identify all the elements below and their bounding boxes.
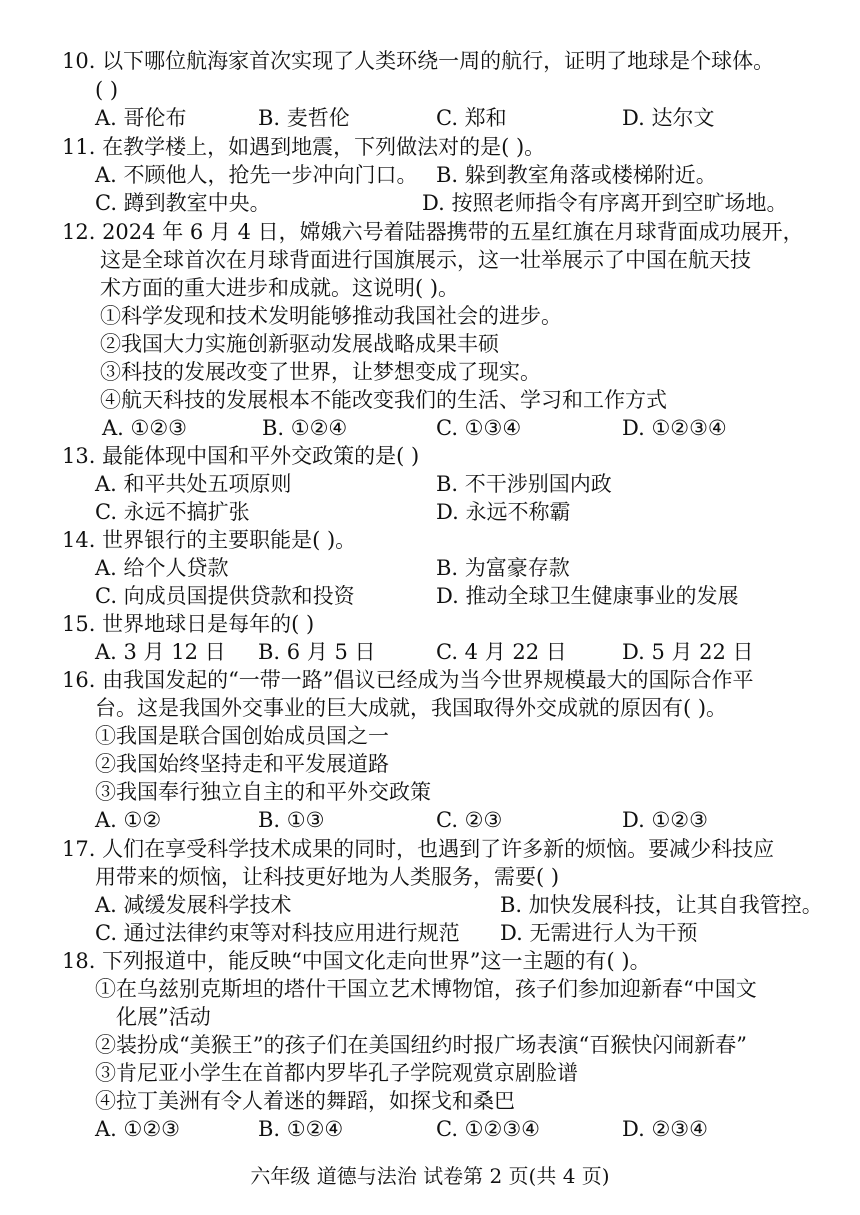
q13-option-a: A. 和平共处五项原则	[95, 472, 292, 496]
q16-option-c: C. ②③	[436, 808, 503, 832]
q11-stem: 11. 在教学楼上，如遇到地震，下列做法对的是( )。	[62, 135, 546, 159]
q14-stem: 14. 世界银行的主要职能是( )。	[62, 528, 357, 552]
q10-option-a: A. 哥伦布	[95, 106, 187, 130]
q14-option-b: B. 为富豪存款	[436, 556, 570, 580]
q18-item-1: ①在乌兹别克斯坦的塔什干国立艺术博物馆，孩子们参加迎新春“中国文	[95, 977, 757, 1001]
q12-item-4: ④航天科技的发展根本不能改变我们的生活、学习和工作方式	[100, 388, 667, 412]
q13-stem: 13. 最能体现中国和平外交政策的是( )	[62, 444, 420, 468]
q16-stem-line1: 16. 由我国发起的“一带一路”倡议已经成为当今世界规模最大的国际合作平	[62, 668, 754, 692]
q11-option-a: A. 不顾他人，抢先一步冲向门口。	[95, 163, 418, 187]
q12-stem-line2: 这是全球首次在月球背面进行国旗展示，这一壮举展示了中国在航天技	[100, 248, 751, 272]
q18-item-1-cont: 化展”活动	[116, 1005, 211, 1029]
q18-item-4: ④拉丁美洲有令人着迷的舞蹈，如探戈和桑巴	[95, 1089, 515, 1113]
q12-item-3: ③科技的发展改变了世界，让梦想变成了现实。	[100, 360, 541, 384]
q15-option-d: D. 5 月 22 日	[622, 640, 754, 664]
q13-option-c: C. 永远不搞扩张	[95, 500, 250, 524]
q11-option-b: B. 躲到教室角落或楼梯附近。	[436, 163, 717, 187]
q18-item-2: ②装扮成“美猴王”的孩子们在美国纽约时报广场表演“百猴快闪闹新春”	[95, 1033, 747, 1057]
q16-item-3: ③我国奉行独立自主的和平外交政策	[95, 780, 431, 804]
q12-item-2: ②我国大力实施创新驱动发展战略成果丰硕	[100, 332, 499, 356]
q14-option-c: C. 向成员国提供贷款和投资	[95, 584, 355, 608]
q12-item-1: ①科学发现和技术发明能够推动我国社会的进步。	[100, 304, 562, 328]
q17-stem-line1: 17. 人们在享受科学技术成果的同时，也遇到了许多新的烦恼。要减少科技应	[62, 837, 775, 861]
q12-stem-line1: 12. 2024 年 6 月 4 日，嫦娥六号着陆器携带的五星红旗在月球背面成功展开，	[62, 220, 804, 244]
q12-option-d: D. ①②③④	[622, 416, 727, 440]
q18-option-c: C. ①②③④	[436, 1117, 540, 1141]
q11-option-c: C. 蹲到教室中央。	[95, 191, 271, 215]
q17-option-b: B. 加快发展科技，让其自我管控。	[500, 893, 823, 917]
q13-option-d: D. 永远不称霸	[436, 500, 571, 524]
q16-item-2: ②我国始终坚持走和平发展道路	[95, 752, 389, 776]
q11-option-d: D. 按照老师指令有序离开到空旷场地。	[422, 191, 788, 215]
q10-option-d: D. 达尔文	[622, 106, 715, 130]
q14-option-d: D. 推动全球卫生健康事业的发展	[436, 584, 739, 608]
q15-option-c: C. 4 月 22 日	[436, 640, 567, 664]
q16-option-d: D. ①②③	[622, 808, 708, 832]
q10-option-c: C. 郑和	[436, 106, 507, 130]
q16-item-1: ①我国是联合国创始成员国之一	[95, 724, 389, 748]
q18-option-d: D. ②③④	[622, 1117, 708, 1141]
q18-stem: 18. 下列报道中，能反映“中国文化走向世界”这一主题的有( )。	[62, 949, 651, 973]
q18-option-a: A. ①②③	[95, 1117, 180, 1141]
q10-option-b: B. 麦哲伦	[258, 106, 350, 130]
q16-option-b: B. ①③	[258, 808, 325, 832]
q15-stem: 15. 世界地球日是每年的( )	[62, 612, 315, 636]
q17-stem-line2: 用带来的烦恼，让科技更好地为人类服务，需要( )	[95, 865, 560, 889]
q12-option-a: A. ①②③	[102, 416, 187, 440]
q17-option-c: C. 通过法律约束等对科技应用进行规范	[95, 921, 460, 945]
q13-option-b: B. 不干涉别国内政	[436, 472, 612, 496]
q17-option-d: D. 无需进行人为干预	[500, 921, 698, 945]
q16-option-a: A. ①②	[95, 808, 162, 832]
q12-option-b: B. ①②④	[262, 416, 348, 440]
q18-option-b: B. ①②④	[258, 1117, 344, 1141]
q16-stem-line2: 台。这是我国外交事业的巨大成就，我国取得外交成就的原因有( )。	[95, 696, 728, 720]
q10-stem: 10. 以下哪位航海家首次实现了人类环绕一周的航行，证明了地球是个球体。	[62, 49, 775, 73]
q12-stem-line3: 术方面的重大进步和成就。这说明( )。	[100, 276, 460, 300]
q17-option-a: A. 减缓发展科学技术	[95, 893, 292, 917]
q12-option-c: C. ①③④	[436, 416, 522, 440]
q18-item-3: ③肯尼亚小学生在首都内罗毕孔子学院观赏京剧脸谱	[95, 1061, 578, 1085]
q10-answer-blank: ( )	[95, 78, 119, 102]
q15-option-b: B. 6 月 5 日	[258, 640, 376, 664]
q14-option-a: A. 给个人贷款	[95, 556, 229, 580]
page-footer: 六年级 道德与法治 试卷第 2 页(共 4 页)	[250, 1164, 610, 1188]
q15-option-a: A. 3 月 12 日	[95, 640, 226, 664]
